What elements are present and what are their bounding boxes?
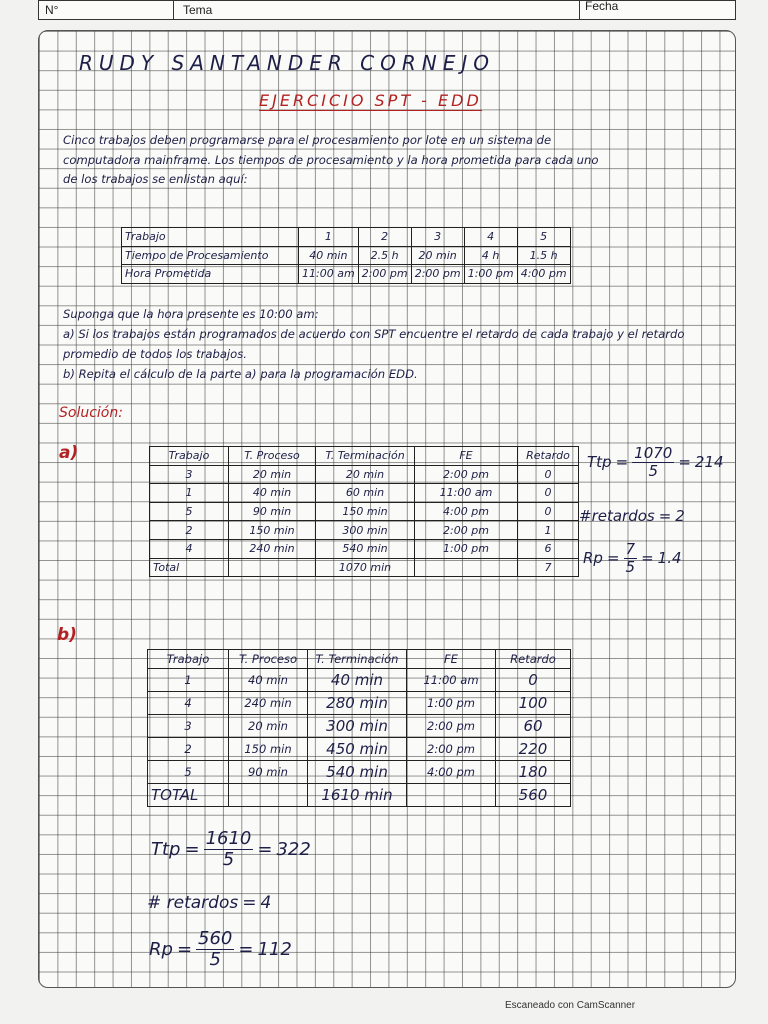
table-cell: 2 <box>148 737 229 760</box>
formula-label: Rp <box>583 549 603 567</box>
table-cell: 2:00 pm <box>415 465 518 484</box>
part-a-label: a) <box>59 443 79 463</box>
student-name: RUDY SANTANDER CORNEJO <box>79 51 496 75</box>
formula-result: 1.4 <box>657 549 682 567</box>
table-cell: 3 <box>411 228 464 247</box>
denominator: 5 <box>209 948 221 970</box>
table-cell: 240 min <box>229 539 316 558</box>
column-header: FE <box>415 447 518 466</box>
column-header: Trabajo <box>150 447 229 466</box>
table-cell: 2.5 h <box>358 246 411 265</box>
total-row <box>148 783 571 806</box>
table-cell: 5 <box>148 760 229 783</box>
table-row <box>148 668 571 691</box>
formula-label: Ttp <box>151 838 181 860</box>
table-cell: 20 min <box>229 465 316 484</box>
numerator: 7 <box>625 540 636 558</box>
numerator: 1610 <box>205 828 252 849</box>
notebook-header <box>38 0 736 20</box>
equals-sign: = <box>606 549 620 567</box>
table-cell: 4 h <box>464 246 517 265</box>
equals-sign: = <box>176 938 193 960</box>
table-cell: 5 <box>517 228 570 247</box>
table-cell: 280 min <box>308 691 407 714</box>
table-cell: 11:00 am <box>299 265 359 284</box>
table-cell: 6 <box>518 539 579 558</box>
problem-line: Cinco trabajos deben programarse para el procesamiento por lote en un sistema de <box>63 133 552 147</box>
table-cell: 40 min <box>308 668 407 691</box>
equals-sign: = <box>678 453 691 471</box>
table-cell: 540 min <box>308 760 407 783</box>
problem-statement <box>63 131 723 190</box>
table-cell: 100 <box>496 691 571 714</box>
denominator: 5 <box>222 848 235 870</box>
total-label: TOTAL <box>148 783 229 806</box>
table-cell: 1 <box>518 521 579 540</box>
table-header-row <box>150 447 579 466</box>
table-cell <box>407 783 496 806</box>
total-terminacion: 1610 min <box>308 783 407 806</box>
table-cell <box>415 558 518 577</box>
table-cell: 0 <box>518 465 579 484</box>
edd-table <box>147 649 571 807</box>
table-cell: 150 min <box>229 521 316 540</box>
fraction <box>624 541 638 575</box>
table-cell: 1 <box>150 484 229 503</box>
table-cell: 3 <box>150 465 229 484</box>
equals-sign: = <box>238 938 254 960</box>
formula-result: 4 <box>260 893 272 913</box>
table-cell: 2:00 pm <box>411 265 464 284</box>
problem-line: computadora mainframe. Los tiempos de procesamiento y la hora prometida para cada uno <box>63 152 599 167</box>
formula-label: Rp <box>149 938 173 960</box>
date-label: Fecha <box>585 0 619 13</box>
equals-sign: = <box>257 838 273 860</box>
ttp-formula-b <box>151 829 311 870</box>
table-cell: 150 min <box>229 737 308 760</box>
column-header: T. Proceso <box>229 447 316 466</box>
number-label: N° <box>45 3 59 17</box>
column-header: Retardo <box>518 447 579 466</box>
column-header: T. Proceso <box>229 650 308 669</box>
spt-table <box>149 446 579 577</box>
table-cell: 3 <box>148 714 229 737</box>
table-row <box>122 246 571 265</box>
column-header: FE <box>407 650 496 669</box>
solution-label: Solución: <box>59 405 123 421</box>
retardos-count-a <box>579 507 685 525</box>
assumption-text: Suponga que la hora presente es 10:00 am: <box>63 307 319 321</box>
table-row <box>148 760 571 783</box>
denominator: 5 <box>648 461 659 480</box>
formula-label: #retardos <box>579 507 655 525</box>
table-cell: 11:00 am <box>407 668 496 691</box>
table-cell: 150 min <box>316 502 415 521</box>
table-cell: 20 min <box>316 465 415 484</box>
table-cell <box>229 783 308 806</box>
table-cell: 2:00 pm <box>407 737 496 760</box>
table-cell: 0 <box>518 502 579 521</box>
table-cell: 300 min <box>308 714 407 737</box>
equals-sign: = <box>641 549 654 567</box>
denominator: 5 <box>625 557 636 576</box>
table-cell: 240 min <box>229 691 308 714</box>
topic-label: Tema <box>183 3 213 17</box>
rp-formula-b <box>149 929 292 970</box>
table-row <box>150 521 579 540</box>
rp-formula-a <box>583 541 682 575</box>
row-label: Trabajo <box>122 228 299 247</box>
table-header-row <box>148 650 571 669</box>
retardos-count-b <box>147 893 271 913</box>
column-header: Trabajo <box>148 650 229 669</box>
fraction <box>632 445 674 479</box>
table-cell: 1:00 pm <box>415 539 518 558</box>
question-b: b) Repita el cálculo de la parte a) para la programación EDD. <box>63 367 418 381</box>
table-cell: 220 <box>496 737 571 760</box>
numerator: 1070 <box>634 444 673 462</box>
table-cell: 1:00 pm <box>464 265 517 284</box>
table-cell: 60 <box>496 714 571 737</box>
total-retardo: 560 <box>496 783 571 806</box>
table-cell: 1.5 h <box>517 246 570 265</box>
table-cell: 4:00 pm <box>517 265 570 284</box>
formula-result: 322 <box>276 838 311 860</box>
table-cell: 180 <box>496 760 571 783</box>
table-cell: 2:00 pm <box>358 265 411 284</box>
table-cell: 0 <box>518 484 579 503</box>
column-header: T. Terminación <box>316 447 415 466</box>
table-cell: 540 min <box>316 539 415 558</box>
table-cell: 4 <box>148 691 229 714</box>
table-cell: 450 min <box>308 737 407 760</box>
total-retardo: 7 <box>518 558 579 577</box>
table-row <box>150 465 579 484</box>
table-cell: 90 min <box>229 760 308 783</box>
table-row <box>150 502 579 521</box>
exercise-title: EJERCICIO SPT - EDD <box>259 91 482 110</box>
fraction <box>196 929 234 970</box>
table-cell: 1:00 pm <box>407 691 496 714</box>
grid-sheet <box>38 30 736 988</box>
ttp-formula-a <box>587 445 724 479</box>
question-a: a) Si los trabajos están programados de acuerdo con SPT encuentre el retardo de cada trabajo y el retardo promedio de todos los trabajos. <box>63 327 685 361</box>
formula-result: 2 <box>675 507 685 525</box>
table-cell <box>229 558 316 577</box>
formula-label: # retardos <box>147 893 239 913</box>
equals-sign: = <box>615 453 629 471</box>
jobs-table <box>121 227 571 284</box>
table-cell: 5 <box>150 502 229 521</box>
table-cell: 4:00 pm <box>407 760 496 783</box>
fraction <box>204 829 254 870</box>
table-cell: 2 <box>358 228 411 247</box>
formula-label: Ttp <box>587 453 612 471</box>
header-divider <box>173 1 174 19</box>
table-cell: 4:00 pm <box>415 502 518 521</box>
row-label: Hora Prometida <box>122 265 299 284</box>
problem-line: de los trabajos se enlistan aquí: <box>63 172 248 187</box>
table-cell: 20 min <box>229 714 308 737</box>
table-cell: 4 <box>150 539 229 558</box>
formula-result: 214 <box>694 453 724 471</box>
equals-sign: = <box>658 507 672 525</box>
table-row <box>122 228 571 247</box>
table-cell: 90 min <box>229 502 316 521</box>
table-cell: 2:00 pm <box>407 714 496 737</box>
column-header: Retardo <box>496 650 571 669</box>
table-row <box>148 714 571 737</box>
scanner-watermark: Escaneado con CamScanner <box>505 1000 636 1011</box>
numerator: 560 <box>198 928 233 949</box>
table-row <box>150 539 579 558</box>
table-cell: 1 <box>299 228 359 247</box>
header-divider <box>579 1 580 19</box>
table-row <box>122 265 571 284</box>
total-row <box>150 558 579 577</box>
table-cell: 2 <box>150 521 229 540</box>
table-cell: 4 <box>464 228 517 247</box>
column-header: T. Terminación <box>308 650 407 669</box>
total-label: Total <box>150 558 229 577</box>
table-row <box>148 691 571 714</box>
formula-result: 112 <box>257 938 292 960</box>
table-cell: 20 min <box>411 246 464 265</box>
table-cell: 1 <box>148 668 229 691</box>
part-b-label: b) <box>57 625 77 645</box>
total-terminacion: 1070 min <box>316 558 415 577</box>
table-row <box>148 737 571 760</box>
table-cell: 60 min <box>316 484 415 503</box>
table-cell: 11:00 am <box>415 484 518 503</box>
table-cell: 40 min <box>229 668 308 691</box>
table-row <box>150 484 579 503</box>
table-cell: 2:00 pm <box>415 521 518 540</box>
table-cell: 300 min <box>316 521 415 540</box>
table-cell: 40 min <box>229 484 316 503</box>
equals-sign: = <box>242 893 257 913</box>
equals-sign: = <box>184 838 200 860</box>
table-cell: 0 <box>496 668 571 691</box>
table-cell: 40 min <box>299 246 359 265</box>
row-label: Tiempo de Procesamiento <box>122 246 299 265</box>
